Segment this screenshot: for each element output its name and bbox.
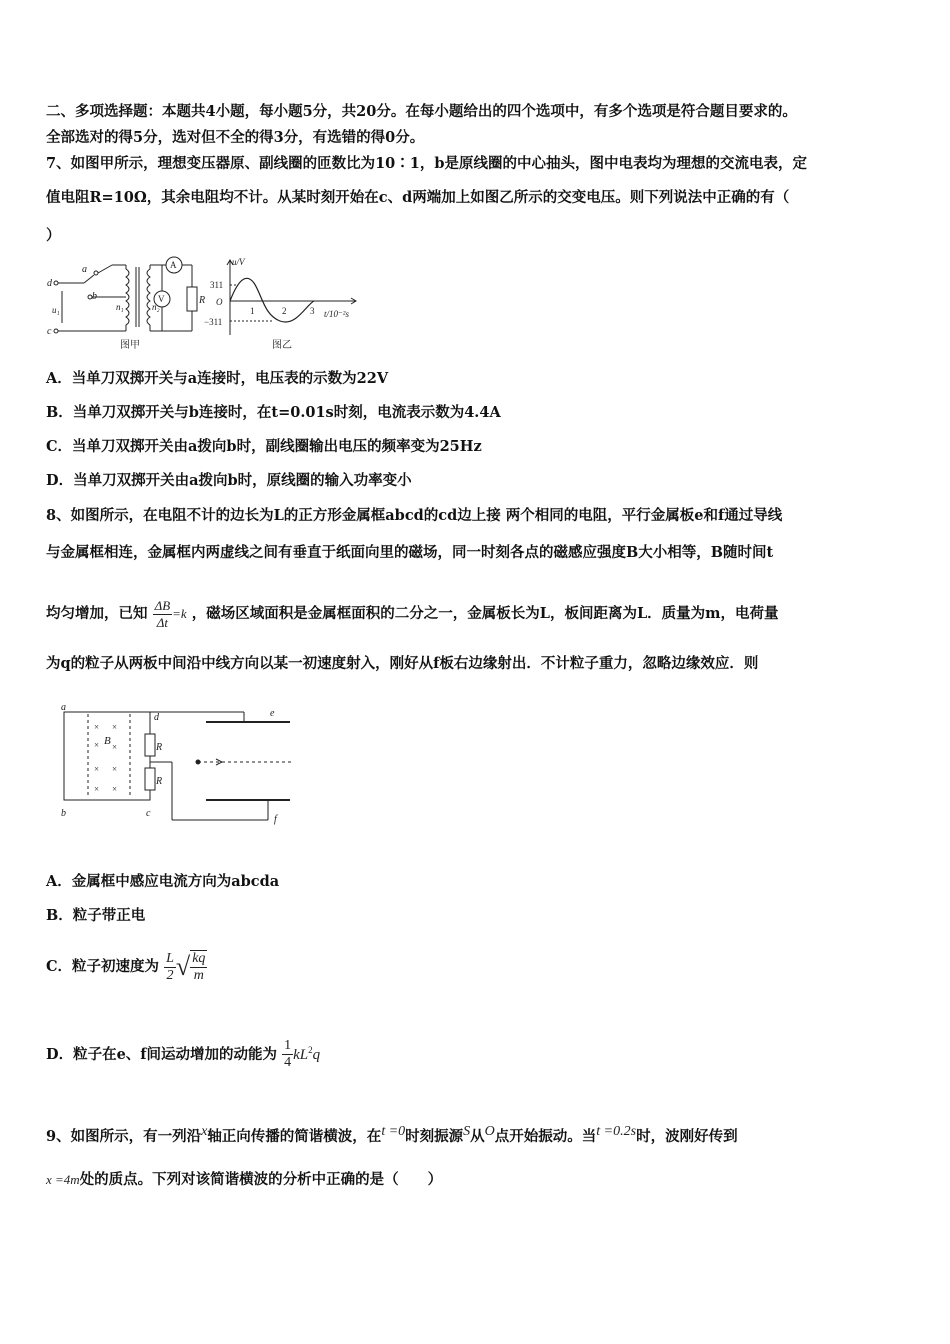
switch-blade xyxy=(84,275,94,283)
q8-option-c xyxy=(46,942,207,992)
q7-option-a: A．当单刀双掷开关与a连接时，电压表的示数为22V xyxy=(46,370,389,387)
graph-ymin: −311 xyxy=(204,317,223,327)
resistor-R xyxy=(187,287,197,311)
q8-optc-num: L xyxy=(166,950,174,966)
label-R: R xyxy=(199,295,206,306)
q8-figure xyxy=(56,700,306,830)
q9-text-5: 点开始振动。当 xyxy=(494,1127,597,1145)
q7-stem-line3: ） xyxy=(46,227,61,244)
particle xyxy=(196,760,200,764)
metal-frame xyxy=(64,712,150,800)
resistor-R1 xyxy=(145,734,155,756)
fig8-label-B: B xyxy=(104,735,111,747)
secondary-coil xyxy=(147,269,150,325)
q8-stem-line2: 与金属框相连，金属框内两虚线之间有垂直于纸面向里的磁场，同一时刻各点的磁感应强度B大小相等，B随时间t xyxy=(46,544,774,561)
q8-option-d xyxy=(46,1026,320,1079)
fig8-label-c: c xyxy=(146,808,151,819)
q8-optd-expr: kL xyxy=(293,1046,309,1063)
q8-option-b: B．粒子带正电 xyxy=(46,907,146,924)
label-V: V xyxy=(158,294,165,304)
field-mark: × xyxy=(112,764,118,774)
label-A: A xyxy=(170,260,177,270)
field-mark: × xyxy=(112,784,118,794)
q7-voltage-graph xyxy=(227,260,356,335)
field-mark: × xyxy=(94,740,100,750)
field-mark: × xyxy=(94,784,100,794)
field-mark: × xyxy=(94,764,100,774)
graph-tick-2: 2 xyxy=(282,306,287,316)
section-header-line1: 二、多项选择题：本题共4小题，每小题5分，共20分。在每小题给出的四个选项中，有多个选项是符合题目要求的。 xyxy=(46,103,797,120)
q8-optc-den: 2 xyxy=(166,967,174,983)
q8-optd-tail: q xyxy=(312,1046,321,1063)
q8-frac-den: Δt xyxy=(156,614,168,630)
fig8-label-R1: R xyxy=(156,742,163,753)
primary-coil xyxy=(126,265,129,331)
label-a: a xyxy=(82,264,87,275)
q9-var-t0: t =0 xyxy=(381,1124,406,1139)
label-d: d xyxy=(47,278,52,289)
q8-optd-den: 4 xyxy=(284,1055,292,1071)
graph-ylabel: u/V xyxy=(232,257,245,267)
q9-var-x4: x =4m xyxy=(46,1172,80,1187)
q9-var-S: S xyxy=(463,1124,471,1139)
q8-optc-rad-den: m xyxy=(193,968,204,983)
q7-option-b: B．当单刀双掷开关与b连接时，在t=0.01s时刻，电流表示数为4.4A xyxy=(46,404,501,421)
q8-optc-rad-num: kq xyxy=(192,951,206,966)
q7-option-d: D．当单刀双掷开关由a拨向b时，原线圈的输入功率变小 xyxy=(46,472,412,489)
sqrt-icon: √ xyxy=(175,952,191,981)
graph-ymax: 311 xyxy=(210,280,224,290)
caption-fig-jia: 图甲 xyxy=(120,340,140,351)
q9-text-1: 9、如图所示，有一列沿 xyxy=(46,1127,202,1145)
q8-optc-frac xyxy=(164,951,176,984)
q8-optd-num: 1 xyxy=(284,1038,292,1054)
graph-origin: O xyxy=(216,297,223,307)
field-mark: × xyxy=(112,742,118,752)
graph-tick-1: 1 xyxy=(250,306,255,316)
q7-figure xyxy=(44,255,374,353)
q8-stem-line3-b: ，磁场区域面积是金属框面积的二分之一，金属板长为L，板间距离为L．质量为m，电荷量 xyxy=(191,605,779,622)
q8-stem-line4: 为q的粒子从两板中间沿中线方向以某一初速度射入，刚好从f板右边缘射出．不计粒子重力，忽略边缘效应．则 xyxy=(46,655,759,672)
q9-stem-line1 xyxy=(46,1112,738,1157)
section-header-line2: 全部选对的得5分，选对但不全的得3分，有选错的得0分。 xyxy=(46,129,425,146)
q8-option-a: A．金属框中感应电流方向为abcda xyxy=(46,873,280,890)
q8-stem-line1: 8、如图所示，在电阻不计的边长为L的正方形金属框abcd的cd边上接 两个相同的电阻，平行金属板e和f通过导线 xyxy=(46,507,783,524)
field-mark: × xyxy=(94,722,100,732)
q9-text-2: 轴正向传播的简谐横波，在 xyxy=(207,1127,382,1145)
terminal-d xyxy=(54,281,58,285)
label-b: b xyxy=(92,291,97,302)
switch-contact-a xyxy=(94,271,98,275)
q8-frac-num: ΔB xyxy=(154,597,171,613)
q8-optc-radicand xyxy=(190,950,207,984)
q8-stem-line3-a: 均匀增加，已知 xyxy=(46,605,148,622)
q8-formula-dBdt xyxy=(153,598,173,631)
q9-text-3: 时刻振源 xyxy=(405,1127,464,1145)
q8-option-c-text: C．粒子初速度为 xyxy=(46,958,160,975)
q9-text-4: 从 xyxy=(470,1127,485,1145)
voltage-wave xyxy=(230,278,314,322)
q8-stem-line3 xyxy=(46,596,778,632)
field-mark: × xyxy=(112,722,118,732)
fig8-label-d: d xyxy=(154,712,159,723)
graph-tick-3: 3 xyxy=(310,306,315,316)
graph-xlabel: t/10⁻²s xyxy=(324,309,349,319)
label-n2: n₂ xyxy=(152,302,160,312)
fig8-label-R2: R xyxy=(156,776,163,787)
q8-optd-frac xyxy=(282,1038,293,1071)
label-u1: u₁ xyxy=(52,305,60,315)
q9-stem-line2 xyxy=(46,1170,442,1190)
q9-text-6: 时，波刚好传到 xyxy=(636,1127,738,1145)
fig8-label-f: f xyxy=(274,814,277,825)
q7-stem-line2: 值电阻R=10Ω，其余电阻均不计。从某时刻开始在c、d两端加上如图乙所示的交变电压。则下列说法中正确的有（ xyxy=(46,189,790,206)
terminal-c xyxy=(54,329,58,333)
q7-option-c: C．当单刀双掷开关由a拨向b时，副线圈输出电压的频率变为25Hz xyxy=(46,438,482,455)
label-c: c xyxy=(47,326,52,337)
resistor-R2 xyxy=(145,768,155,790)
label-n1: n₁ xyxy=(116,302,124,312)
fig8-label-b: b xyxy=(61,808,66,819)
q9-var-t02: t =0.2s xyxy=(596,1124,637,1139)
q9-var-O: O xyxy=(484,1124,495,1139)
q8-option-d-text: D．粒子在e、f间运动增加的动能为 xyxy=(46,1045,278,1063)
fig8-label-e: e xyxy=(270,708,275,719)
q8-optd-sup: 2 xyxy=(308,1045,313,1055)
q8-frac-rhs: =k xyxy=(172,606,187,621)
q7-stem-line1: 7、如图甲所示，理想变压器原、副线圈的匝数比为10∶1，b是原线圈的中心抽头，图中电表均为理想的交流电表，定 xyxy=(46,155,807,172)
q9-var-x: x xyxy=(201,1124,208,1139)
caption-fig-yi: 图乙 xyxy=(272,340,292,351)
q9-text-7: 处的质点。下列对该简谐横波的分析中正确的是（ ） xyxy=(79,1171,443,1188)
fig8-label-a: a xyxy=(61,702,66,713)
